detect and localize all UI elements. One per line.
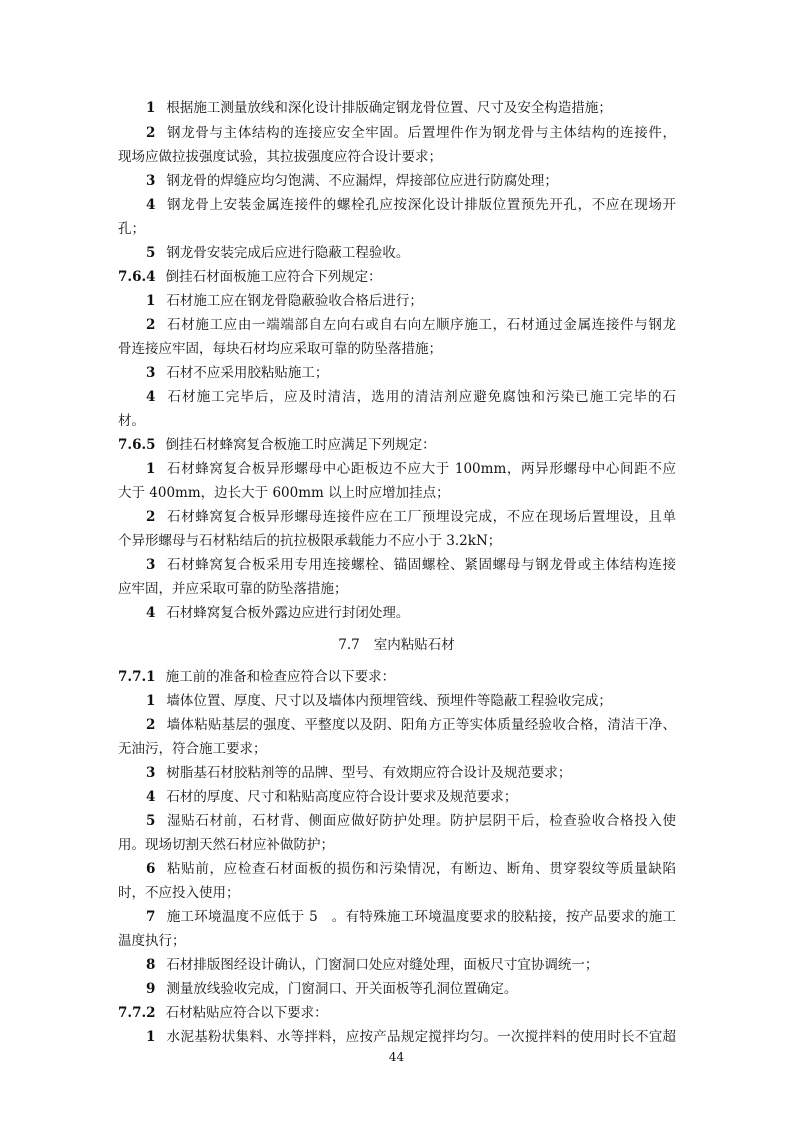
item-number: 4 [146,605,156,621]
item-number: 5 [146,813,156,829]
item-text: 石材施工应在钢龙骨隐蔽验收合格后进行； [166,293,423,309]
item-number: 3 [146,365,156,381]
list-item [146,292,423,310]
clause-number: 7.6.4 [118,269,156,285]
list-item [146,364,328,382]
item-number: 3 [146,173,156,189]
item-text: 墙体粘贴基层的强度、平整度以及阴、阳角方正等实体质量经验收合格，清洁干净、 [166,717,676,733]
item-text: 时，不应投入使用； [118,885,240,901]
item-text: 石材蜂窝复合板采用专用连接螺栓、锚固螺栓、紧固螺母与钢龙骨或主体结构连接 [166,557,676,573]
item-number: 5 [146,245,156,261]
continuation-line [118,580,348,598]
item-text: 钢龙骨的焊缝应均匀饱满、不应漏焊，焊接部位应进行防腐处理； [166,173,558,189]
clause-text: 倒挂石材蜂窝复合板施工时应满足下列规定： [165,437,436,453]
continuation-line [118,340,442,358]
item-number: 1 [146,1029,156,1045]
list-item [146,764,571,782]
item-number: 4 [146,789,156,805]
section-clause [118,268,382,286]
item-text: 施工环境温度不应低于 5 。有特殊施工环境温度要求的胶粘接，按产品要求的施工 [166,909,676,925]
item-text: 石材施工完毕后，应及时清洁，选用的清洁剂应避免腐蚀和污染已施工完毕的石 [166,389,676,405]
item-text: 树脂基石材胶粘剂等的品牌、型号、有效期应符合设计及规范要求； [166,765,572,781]
clause-number: 7.7.1 [118,669,156,685]
item-text: 石材不应采用胶粘贴施工； [166,365,329,381]
item-number: 1 [146,693,156,709]
item-text: 用。现场切割天然石材应补做防护； [118,837,334,853]
list-item [146,460,676,478]
list-item [146,388,676,406]
clause-text: 石材粘贴应符合以下要求： [165,1005,328,1021]
item-text: 现场应做拉拔强度试验，其拉拔强度应符合设计要求； [118,149,442,165]
list-item [146,908,676,926]
list-item [146,860,676,878]
item-number: 7 [146,909,156,925]
item-number: 1 [146,100,156,116]
list-item [146,716,676,734]
item-text: 水泥基粉状集料、水等拌料，应按产品规定搅拌均匀。一次搅拌料的使用时长不宜超 [166,1029,676,1045]
item-text: 石材施工应由一端端部自左向右或自右向左顺序施工，石材通过金属连接件与钢龙 [166,317,676,333]
item-number: 4 [146,197,156,213]
list-item [146,788,517,806]
list-item [146,980,517,998]
item-text: 钢龙骨与主体结构的连接应安全牢固。后置埋件作为钢龙骨与主体结构的连接件， [166,125,676,141]
continuation-line [118,884,240,902]
item-text: 个异形螺母与石材粘结后的抗拉极限承载能力不应小于 3.2kN； [118,533,502,549]
item-text: 石材蜂窝复合板异形螺母连接件应在工厂预埋设完成，不应在现场后置埋设，且单 [166,509,676,525]
list-item [146,692,612,710]
item-number: 4 [146,389,156,405]
continuation-line [118,148,442,166]
continuation-line [118,932,186,950]
item-number: 9 [146,981,156,997]
list-item [146,244,409,262]
item-text: 无油污，符合施工要求； [118,741,267,757]
item-number: 3 [146,557,156,573]
list-item [146,1028,676,1046]
item-text: 石材蜂窝复合板外露边应进行封闭处理。 [166,605,410,621]
item-text: 石材蜂窝复合板异形螺母中心距板边不应大于 100mm，两异形螺母中心间距不应 [166,461,676,477]
item-text: 根据施工测量放线和深化设计排版确定钢龙骨位置、尺寸及安全构造措施； [166,100,612,116]
item-text: 骨连接应牢固，每块石材均应采取可靠的防坠落措施； [118,341,442,357]
item-number: 2 [146,125,156,141]
section-clause [118,436,436,454]
clause-number: 7.7.2 [118,1005,156,1021]
section-clause [118,1004,328,1022]
page-number: 44 [388,1050,405,1064]
item-number: 6 [146,861,156,877]
clause-text: 施工前的准备和检查应符合以下要求： [165,669,396,685]
continuation-line [118,836,334,854]
item-text: 石材排版图经设计确认，门窗洞口处应对缝处理，面板尺寸宜协调统一； [166,957,599,973]
item-text: 钢龙骨上安装金属连接件的螺栓孔应按深化设计排版位置预先开孔，不应在现场开 [166,197,676,213]
item-number: 2 [146,717,156,733]
clause-text: 倒挂石材面板施工应符合下列规定： [165,269,382,285]
item-text: 石材的厚度、尺寸和粘贴高度应符合设计要求及规范要求； [166,789,518,805]
list-item [146,508,676,526]
item-number: 8 [146,957,156,973]
item-text: 墙体位置、厚度、尺寸以及墙体内预埋管线、预埋件等隐蔽工程验收完成； [166,693,612,709]
item-number: 3 [146,765,156,781]
list-item [146,604,409,622]
list-item [146,172,558,190]
item-text: 大于 400mm，边长大于 600mm 以上时应增加挂点； [118,485,450,501]
clause-number: 7.6.5 [118,437,156,453]
item-text: 孔； [118,221,145,237]
list-item [146,316,676,334]
item-text: 应牢固，并应采取可靠的防坠落措施； [118,581,348,597]
list-item [146,556,676,574]
item-number: 2 [146,509,156,525]
item-text: 湿贴石材前，石材背、侧面应做好防护处理。防护层阴干后，检查验收合格投入使 [166,813,676,829]
continuation-line [118,412,145,430]
heading-title: 室内粘贴石材 [373,637,455,653]
list-item [146,99,612,117]
heading-number: 7.7 [338,637,360,653]
list-item [146,196,676,214]
item-text: 钢龙骨安装完成后应进行隐蔽工程验收。 [166,245,410,261]
item-number: 1 [146,461,156,477]
item-text: 温度执行； [118,933,186,949]
continuation-line [118,220,145,238]
continuation-line [118,740,267,758]
continuation-line [118,532,501,550]
continuation-line [118,484,450,502]
item-text: 测量放线验收完成，门窗洞口、开关面板等孔洞位置确定。 [166,981,518,997]
list-item [146,812,676,830]
item-number: 2 [146,317,156,333]
list-item [146,956,598,974]
section-heading [0,636,793,654]
item-text: 材。 [118,413,145,429]
section-clause [118,668,395,686]
item-text: 粘贴前，应检查石材面板的损伤和污染情况，有断边、断角、贯穿裂纹等质量缺陷 [166,861,676,877]
list-item [146,124,676,142]
item-number: 1 [146,293,156,309]
